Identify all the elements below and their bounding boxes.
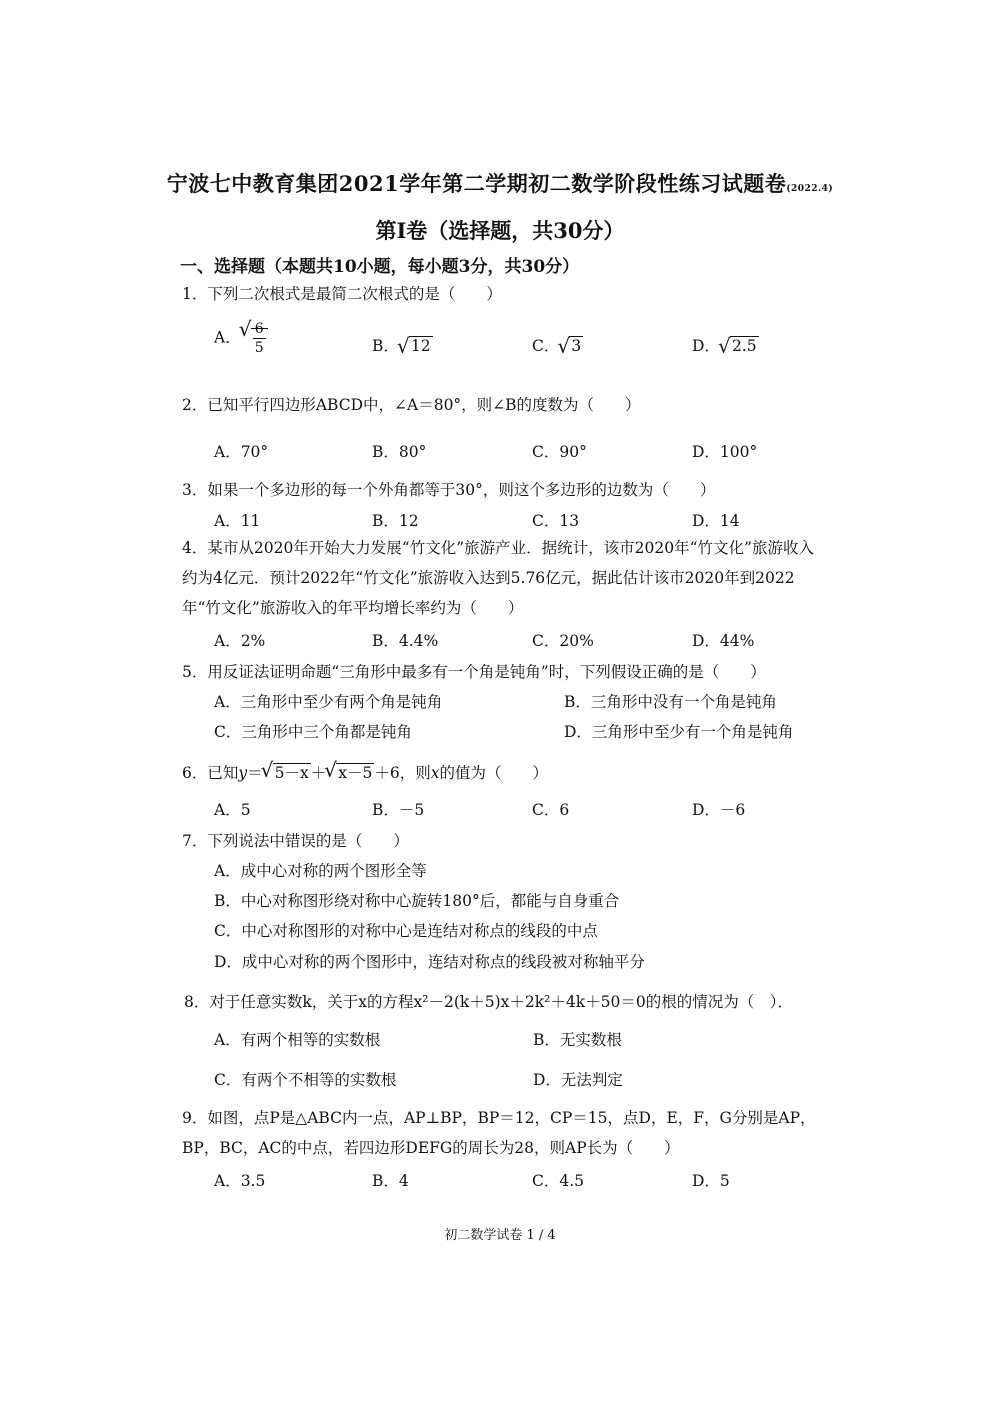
question-3-option-a: A．11 <box>214 512 261 530</box>
question-6-prefix: 6．已知 <box>182 764 239 782</box>
question-2-option-b: B．80° <box>372 443 427 461</box>
question-7-option-c: C．中心对称图形的对称中心是连结对称点的线段的中点 <box>214 922 598 940</box>
question-5-option-a: A．三角形中至少有两个角是钝角 <box>214 693 443 711</box>
question-1-option-a <box>214 320 268 357</box>
option-label: C． <box>532 337 560 355</box>
question-4-option-d: D．44% <box>692 632 755 650</box>
question-4-option-b: B．4.4% <box>372 632 439 650</box>
question-9-option-d: D．5 <box>692 1172 730 1190</box>
question-2-option-a: A．70° <box>214 443 269 461</box>
question-5-option-d: D．三角形中至少有一个角是钝角 <box>564 723 794 741</box>
question-8-stem: 8．对于任意实数k，关于x的方程x²－2(k＋5)x＋2k²＋4k＋50＝0的根的情况为（ ）． <box>184 993 793 1011</box>
radicand: 2.5 <box>731 337 757 355</box>
question-6-option-c: C．6 <box>532 801 570 819</box>
plus-sign: ＋ <box>310 764 327 782</box>
question-4-option-a: A．2% <box>214 632 266 650</box>
question-6-end: 的值为（ ） <box>439 764 549 782</box>
question-9-option-a: A．3.5 <box>214 1172 266 1190</box>
question-3-option-c: C．13 <box>532 512 580 530</box>
question-3-option-d: D．14 <box>692 512 740 530</box>
question-1-option-d <box>692 334 759 356</box>
denominator: 5 <box>254 340 264 356</box>
question-9-option-c: C．4.5 <box>532 1172 585 1190</box>
question-5-option-b: B．三角形中没有一个角是钝角 <box>564 693 777 711</box>
question-6-tail: ＋6，则 <box>374 764 431 782</box>
question-6-option-d: D．－6 <box>692 801 746 819</box>
question-1-option-c <box>532 334 583 356</box>
question-9-stem: 9．如图，点P是△ABC内一点，AP⊥BP，BP＝12，CP＝15，点D，E，F，G分别是AP，BP，BC，AC的中点，若四边形DEFG的周长为28，则AP长为（ ） <box>182 1109 816 1157</box>
question-3-stem: 3．如果一个多边形的每一个外角都等于30°，则这个多边形的边数为（ ） <box>182 481 716 499</box>
question-8-option-b: B．无实数根 <box>533 1031 622 1049</box>
page-footer: 初二数学试卷 1 / 4 <box>444 1228 556 1243</box>
question-6-option-b: B．－5 <box>372 801 425 819</box>
question-4-stem: 4．某市从2020年开始大力发展“竹文化”旅游产业．据统计，该市2020年“竹文化”旅游收入约为4亿元．预计2022年“竹文化”旅游收入达到5.76亿元，据此估计该市2020年到2022年“竹文化”旅游收入的年平均增长率约为（ ） <box>182 539 814 617</box>
radicand-2: x－5 <box>338 764 373 782</box>
question-8-option-c: C．有两个不相等的实数根 <box>214 1071 397 1089</box>
radicand: 3 <box>571 337 582 355</box>
exam-title <box>0 168 1000 198</box>
question-4-option-c: C．20% <box>532 632 594 650</box>
numerator: √ 6 <box>254 321 264 337</box>
question-7-option-b: B．中心对称图形绕对称中心旋转180°后，都能与自身重合 <box>214 892 620 910</box>
radicand-1: 5－x <box>274 764 309 782</box>
option-label: A． <box>214 328 241 347</box>
question-8-option-d: D．无法判定 <box>533 1071 623 1089</box>
question-7-option-a: A．成中心对称的两个图形全等 <box>214 862 427 880</box>
question-6-option-a: A．5 <box>214 801 251 819</box>
question-5-option-c: C．三角形中三个角都是钝角 <box>214 723 412 741</box>
variable-x: x <box>430 764 440 782</box>
radicand: 12 <box>410 337 431 355</box>
question-2-option-c: C．90° <box>532 443 587 461</box>
option-label: B． <box>372 337 399 355</box>
exam-date: (2022.4) <box>786 184 834 194</box>
question-3-option-b: B．12 <box>372 512 419 530</box>
sqrt-fraction <box>241 320 268 357</box>
section-heading: 一、选择题（本题共10小题，每小题3分，共30分） <box>180 257 580 277</box>
volume-title: 第Ⅰ卷（选择题，共30分） <box>375 218 625 243</box>
question-7-option-d: D．成中心对称的两个图形中，连结对称点的线段被对称轴平分 <box>214 953 645 971</box>
question-2-option-d: D．100° <box>692 443 758 461</box>
question-6-stem <box>182 761 548 783</box>
question-9-option-b: B．4 <box>372 1172 409 1190</box>
question-5-stem: 5．用反证法证明命题“三角形中最多有一个角是钝角”时，下列假设正确的是（ ） <box>182 663 766 681</box>
question-7-stem: 7．下列说法中错误的是（ ） <box>182 832 409 850</box>
question-8-option-a: A．有两个相等的实数根 <box>214 1031 381 1049</box>
question-1-option-b <box>372 334 433 356</box>
exam-title-text: 宁波七中教育集团2021学年第二学期初二数学阶段性练习试题卷 <box>166 171 787 196</box>
equals-sign: ＝ <box>247 764 263 782</box>
question-2-stem: 2．已知平行四边形ABCD中，∠A＝80°，则∠B的度数为（ ） <box>182 396 641 414</box>
option-label: D． <box>692 337 720 355</box>
question-1-stem: 1．下列二次根式是最简二次根式的是（ ） <box>182 285 502 303</box>
variable-y: y <box>238 764 248 782</box>
